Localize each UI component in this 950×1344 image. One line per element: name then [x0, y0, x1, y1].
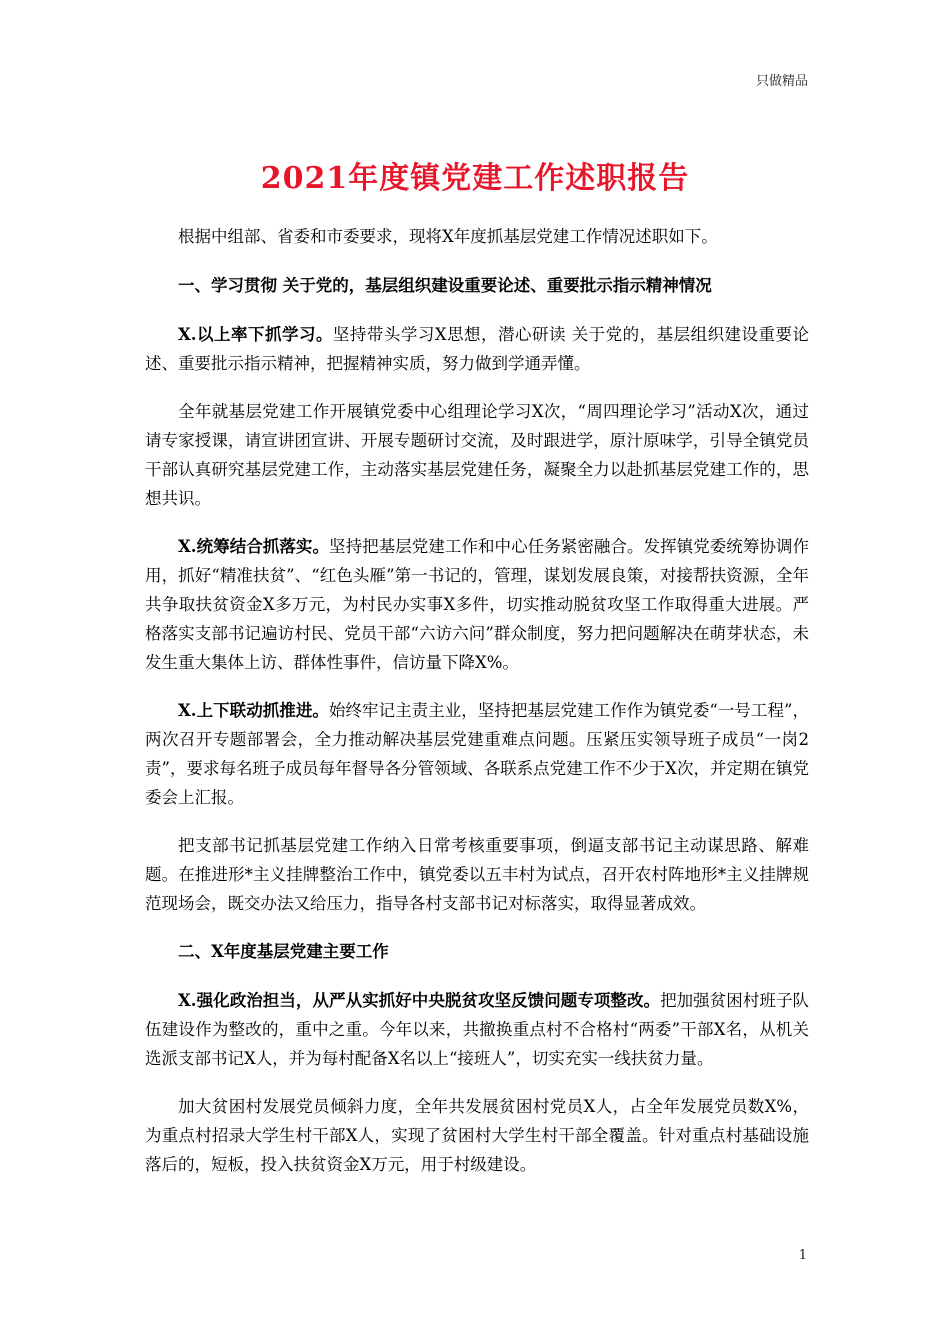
intro-paragraph: 根据中组部、省委和市委要求，现将X年度抓基层党建工作情况述职如下。 — [178, 227, 718, 246]
document-title: 2021年度镇党建工作述职报告 — [260, 161, 690, 196]
section2-heading: 二、X年度基层党建主要工作 — [178, 942, 389, 961]
item-lead: X.上下联动抓推进。 — [178, 701, 329, 720]
item-lead: X.强化政治担当，从严从实抓好中央脱贫攻坚反馈问题专项整改。 — [178, 991, 661, 1010]
section1-item2 — [145, 532, 809, 677]
item-text: 坚持把基层党建工作和中心任务紧密融合。发挥镇党委统筹协调作用，抓好“精准扶贫”、“红色头雁”第一书记的，管理，谋划发展良策，对接帮扶资源，全年共争取扶贫资金X多万元，为村民办实事X多件，切实推动脱贫攻坚工作取得重大进展。严格落实支部书记遍访村民、党员干部“六访六问”群众制度，努力把问题解决在萌芽状态，未发生重大集体上访、群体性事件，信访量下降X%。 — [145, 537, 810, 672]
item-lead: X.以上率下抓学习。 — [178, 325, 333, 344]
item-text: 始终牢记主责主业，坚持把基层党建工作作为镇党委“一号工程”，两次召开专题部署会，全力推动解决基层党建重难点问题。压紧压实领导班子成员“一岗2责”，要求每名班子成员每年督导各分管领域、各联系点党建工作不少于X次，并定期在镇党委会上汇报。 — [145, 701, 809, 807]
section1-paragraph4: 把支部书记抓基层党建工作纳入日常考核重要事项，倒逼支部书记主动谋思路、解难题。在推进形*主义挂牌整治工作中，镇党委以五丰村为试点，召开农村阵地形*主义挂牌规范现场会，既交办法又给压力，指导各村支部书记对标落实，取得显著成效。 — [145, 836, 809, 913]
section1-heading: 一、学习贯彻 关于党的，基层组织建设重要论述、重要批示指示精神情况 — [178, 276, 712, 295]
section1-paragraph2: 全年就基层党建工作开展镇党委中心组理论学习X次，“周四理论学习”活动X次，通过请专家授课，请宣讲团宣讲、开展专题研讨交流，及时跟进学，原汁原味学，引导全镇党员干部认真研究基层党建工作，主动落实基层党建任务，凝聚全力以赴抓基层党建工作的，思想共识。 — [145, 402, 809, 508]
item-lead: X.统筹结合抓落实。 — [178, 537, 330, 556]
item-text: 坚持带头学习X思想，潜心研读 关于党的，基层组织建设重要论述、重要批示指示精神，把握精神实质，努力做到学通弄懂。 — [145, 325, 809, 373]
section1-item1 — [145, 320, 809, 378]
header-note: 只做精品 — [755, 74, 808, 89]
document-body — [145, 222, 809, 1198]
page-number: 1 — [798, 1248, 807, 1263]
item-text: 把加强贫困村班子队伍建设作为整改的，重中之重。今年以来，共撤换重点村不合格村“两委”干部X名，从机关选派支部书记X人，并为每村配备X名以上“接班人”，切实充实一线扶贫力量。 — [145, 991, 810, 1068]
section2-paragraph2: 加大贫困村发展党员倾斜力度，全年共发展贫困村党员X人，占全年发展党员数X%，为重点村招录大学生村干部X人，实现了贫困村大学生村干部全覆盖。针对重点村基础设施落后的，短板，投入扶贫资金X万元，用于村级建设。 — [145, 1097, 809, 1174]
section1-item3 — [145, 696, 809, 812]
section2-item1 — [145, 986, 809, 1073]
